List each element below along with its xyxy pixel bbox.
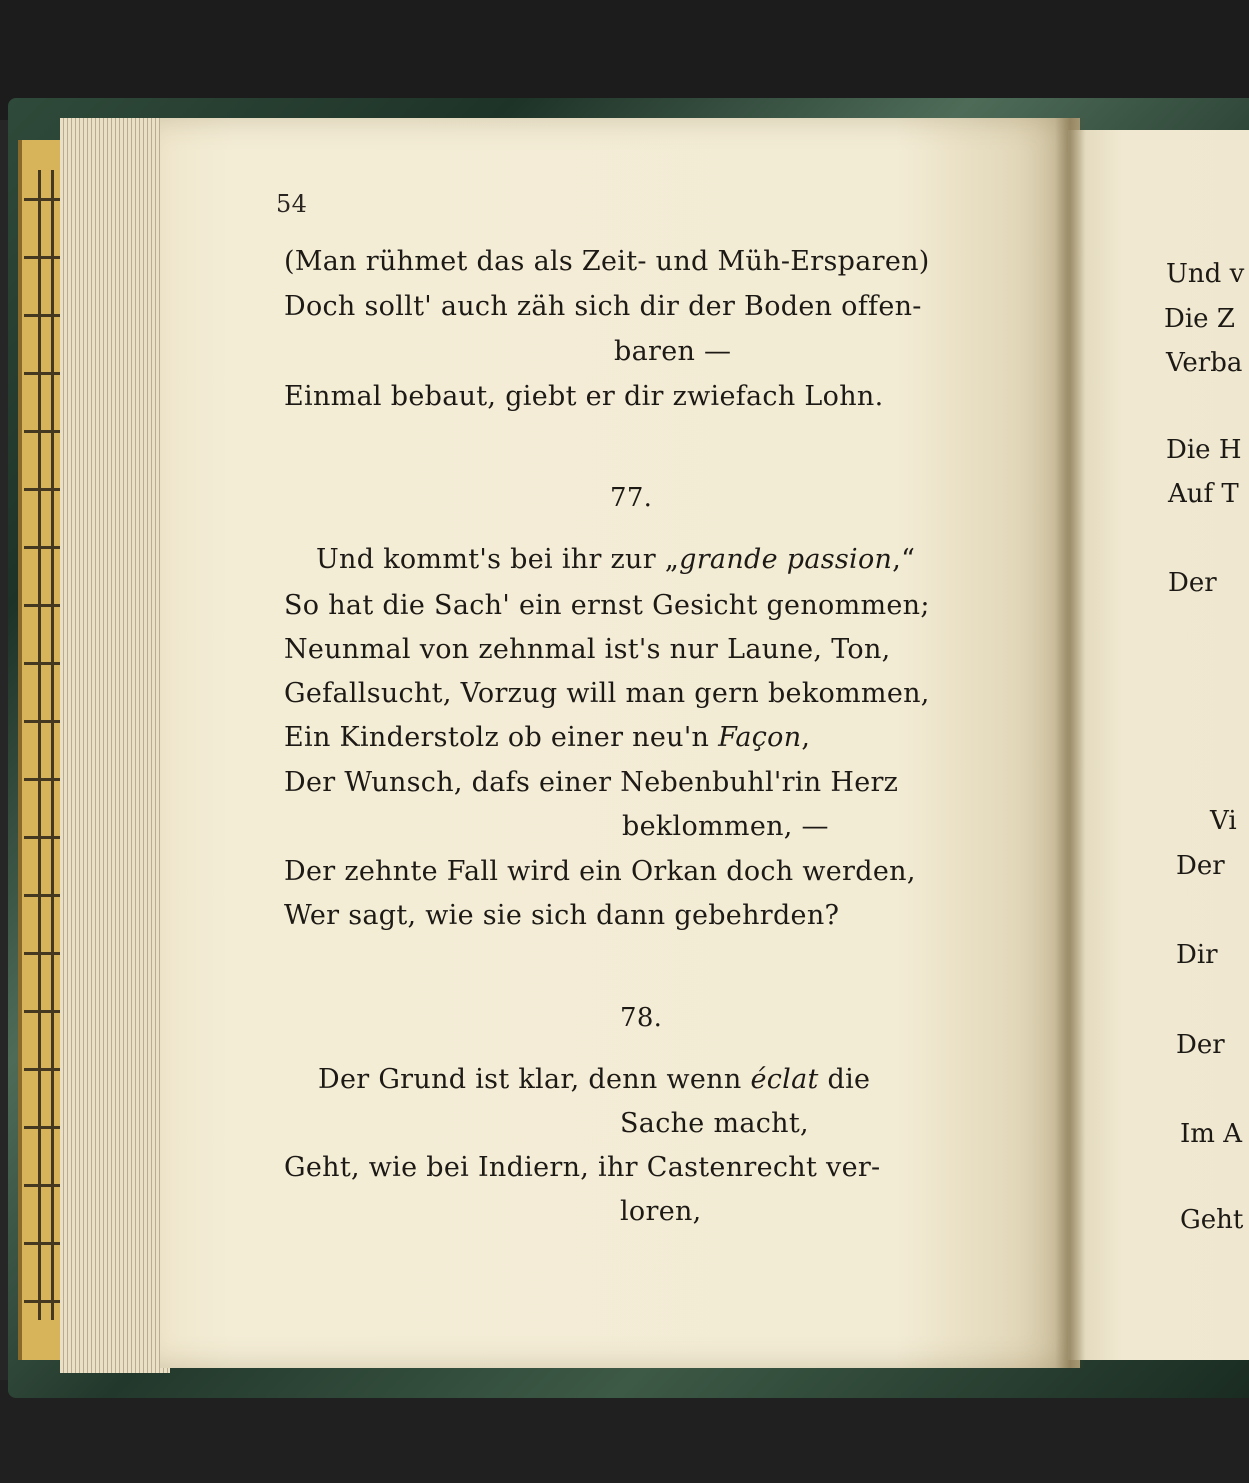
text-segment: Der Grund ist klar, denn wenn [318,1064,751,1095]
text-segment: Und kommt's bei ihr zur „ [316,544,680,575]
right-page-text: Die H [1166,435,1242,465]
text-line: baren — [614,336,732,367]
right-page-text: Die Z [1164,304,1235,334]
italic-text: Façon [718,722,802,753]
right-page-text: Auf T [1168,479,1239,509]
text-line: Neunmal von zehnmal ist's nur Laune, Ton, [284,634,891,665]
italic-text: grande passion [679,544,893,575]
text-line: Geht, wie bei Indiern, ihr Castenrecht ver- [284,1152,881,1183]
text-segment: ,“ [892,544,916,575]
section-number: 78. [620,1003,663,1033]
text-line: beklommen, — [622,811,829,842]
text-line [318,1064,870,1095]
text-line: (Man rühmet das als Zeit- und Müh-Ersparen) [284,246,930,277]
section-number: 77. [610,483,653,513]
right-page-text: Der [1176,1030,1225,1060]
text-line: Der zehnte Fall wird ein Orkan doch werden, [284,856,916,887]
text-line: loren, [620,1196,702,1227]
book-gutter [1055,118,1085,1368]
text-segment: die [818,1064,871,1095]
text-line [316,544,915,575]
right-page-text: Im A [1180,1119,1242,1149]
right-page-text: Dir [1176,940,1218,970]
ornament-border-icon [24,170,64,1320]
right-page-text: Und v [1166,259,1245,289]
text-line: Der Wunsch, dafs einer Nebenbuhl'rin Herz [284,767,899,798]
text-line: Sache macht, [620,1108,809,1139]
right-page-text: Vi [1210,806,1237,836]
text-line: Gefallsucht, Vorzug will man gern bekommen, [284,678,930,709]
text-line [284,722,810,753]
right-page-text: Geht [1180,1205,1244,1235]
page-number: 54 [276,190,308,218]
right-page-text: Der [1176,851,1225,881]
right-page-text: Der [1168,568,1217,598]
right-page-text: Verba [1166,348,1243,378]
text-segment: , [801,722,811,753]
text-line: Doch sollt' auch zäh sich dir der Boden offen- [284,291,922,322]
text-segment: Ein Kinderstolz ob einer neu'n [284,722,719,753]
text-line: Einmal bebaut, giebt er dir zwiefach Lohn. [284,381,884,412]
text-line: Wer sagt, wie sie sich dann gebehrden? [284,900,840,931]
italic-text: éclat [750,1064,819,1095]
text-line: So hat die Sach' ein ernst Gesicht genommen; [284,590,930,621]
page-stack [60,118,170,1373]
